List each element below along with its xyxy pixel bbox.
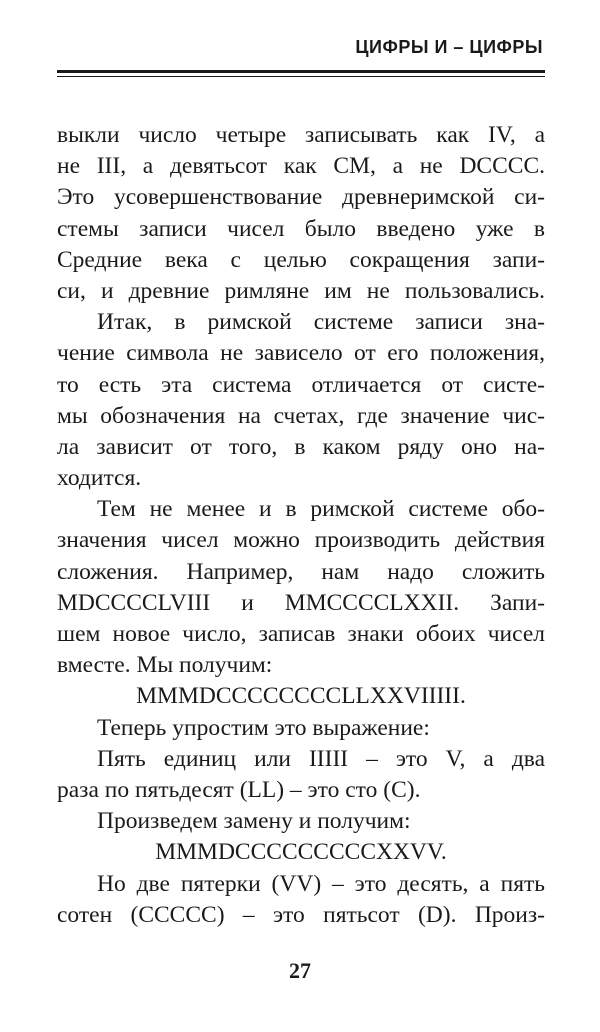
text-line: Но две пятерки (VV) – это десять, а пять xyxy=(97,870,545,897)
text-line: ла зависит от того, в каком ряду оно на- xyxy=(57,433,545,460)
text-line: Произведем замену и получим: xyxy=(97,808,411,835)
roman-expression: MMMDCCCCCCCCLLXXVIIIII. xyxy=(136,683,466,710)
text-line: сложения. Например, нам надо сложить xyxy=(57,558,545,585)
text-line: си, и древние римляне им не пользовались. xyxy=(57,277,545,304)
page-number: 27 xyxy=(289,958,311,983)
text-line: то есть эта система отличается от систе- xyxy=(57,371,545,398)
text-line: значения чисел можно производить действия xyxy=(57,527,545,554)
text-line: вместе. Мы получим: xyxy=(57,652,273,679)
text-line: Пять единиц или IIIII – это V, а два xyxy=(97,745,545,772)
roman-expression: MMMDCCCCCCCCCXXVV. xyxy=(155,839,447,866)
text-line: чение символа не зависело от его положения, xyxy=(57,340,545,367)
body-text xyxy=(57,120,545,931)
text-line: мы обозначения на счетах, где значение чис- xyxy=(57,402,545,429)
text-line: не III, а девятьсот как CM, а не DCCCC. xyxy=(57,153,545,180)
text-line: шем новое число, записав знаки обоих чисел xyxy=(57,621,545,647)
text-line: ходится. xyxy=(57,465,142,492)
running-header: ЦИФРЫ И – ЦИФРЫ xyxy=(355,37,543,57)
text-line: раза по пятьдесят (LL) – это сто (C). xyxy=(57,776,421,803)
text-line: стемы записи чисел было введено уже в xyxy=(57,215,545,242)
text-line: Итак, в римской системе записи зна- xyxy=(97,309,545,336)
text-line: Теперь упростим это выражение: xyxy=(97,714,430,741)
header-rule-thick xyxy=(57,70,545,73)
text-line: выкли число четыре записывать как IV, а xyxy=(57,122,545,148)
text-line: MDCCCCLVIII и MMCCCCLXXII. Запи- xyxy=(57,589,545,616)
text-line: сотен (CCCCC) – это пятьсот (D). Произ- xyxy=(57,901,545,928)
text-line: Это усовершенствование древнеримской си- xyxy=(57,184,545,211)
text-line: Тем не менее и в римской системе обо- xyxy=(97,496,545,523)
header-rule-thin xyxy=(57,76,545,77)
text-line: Средние века с целью сокращения запи- xyxy=(57,246,545,273)
